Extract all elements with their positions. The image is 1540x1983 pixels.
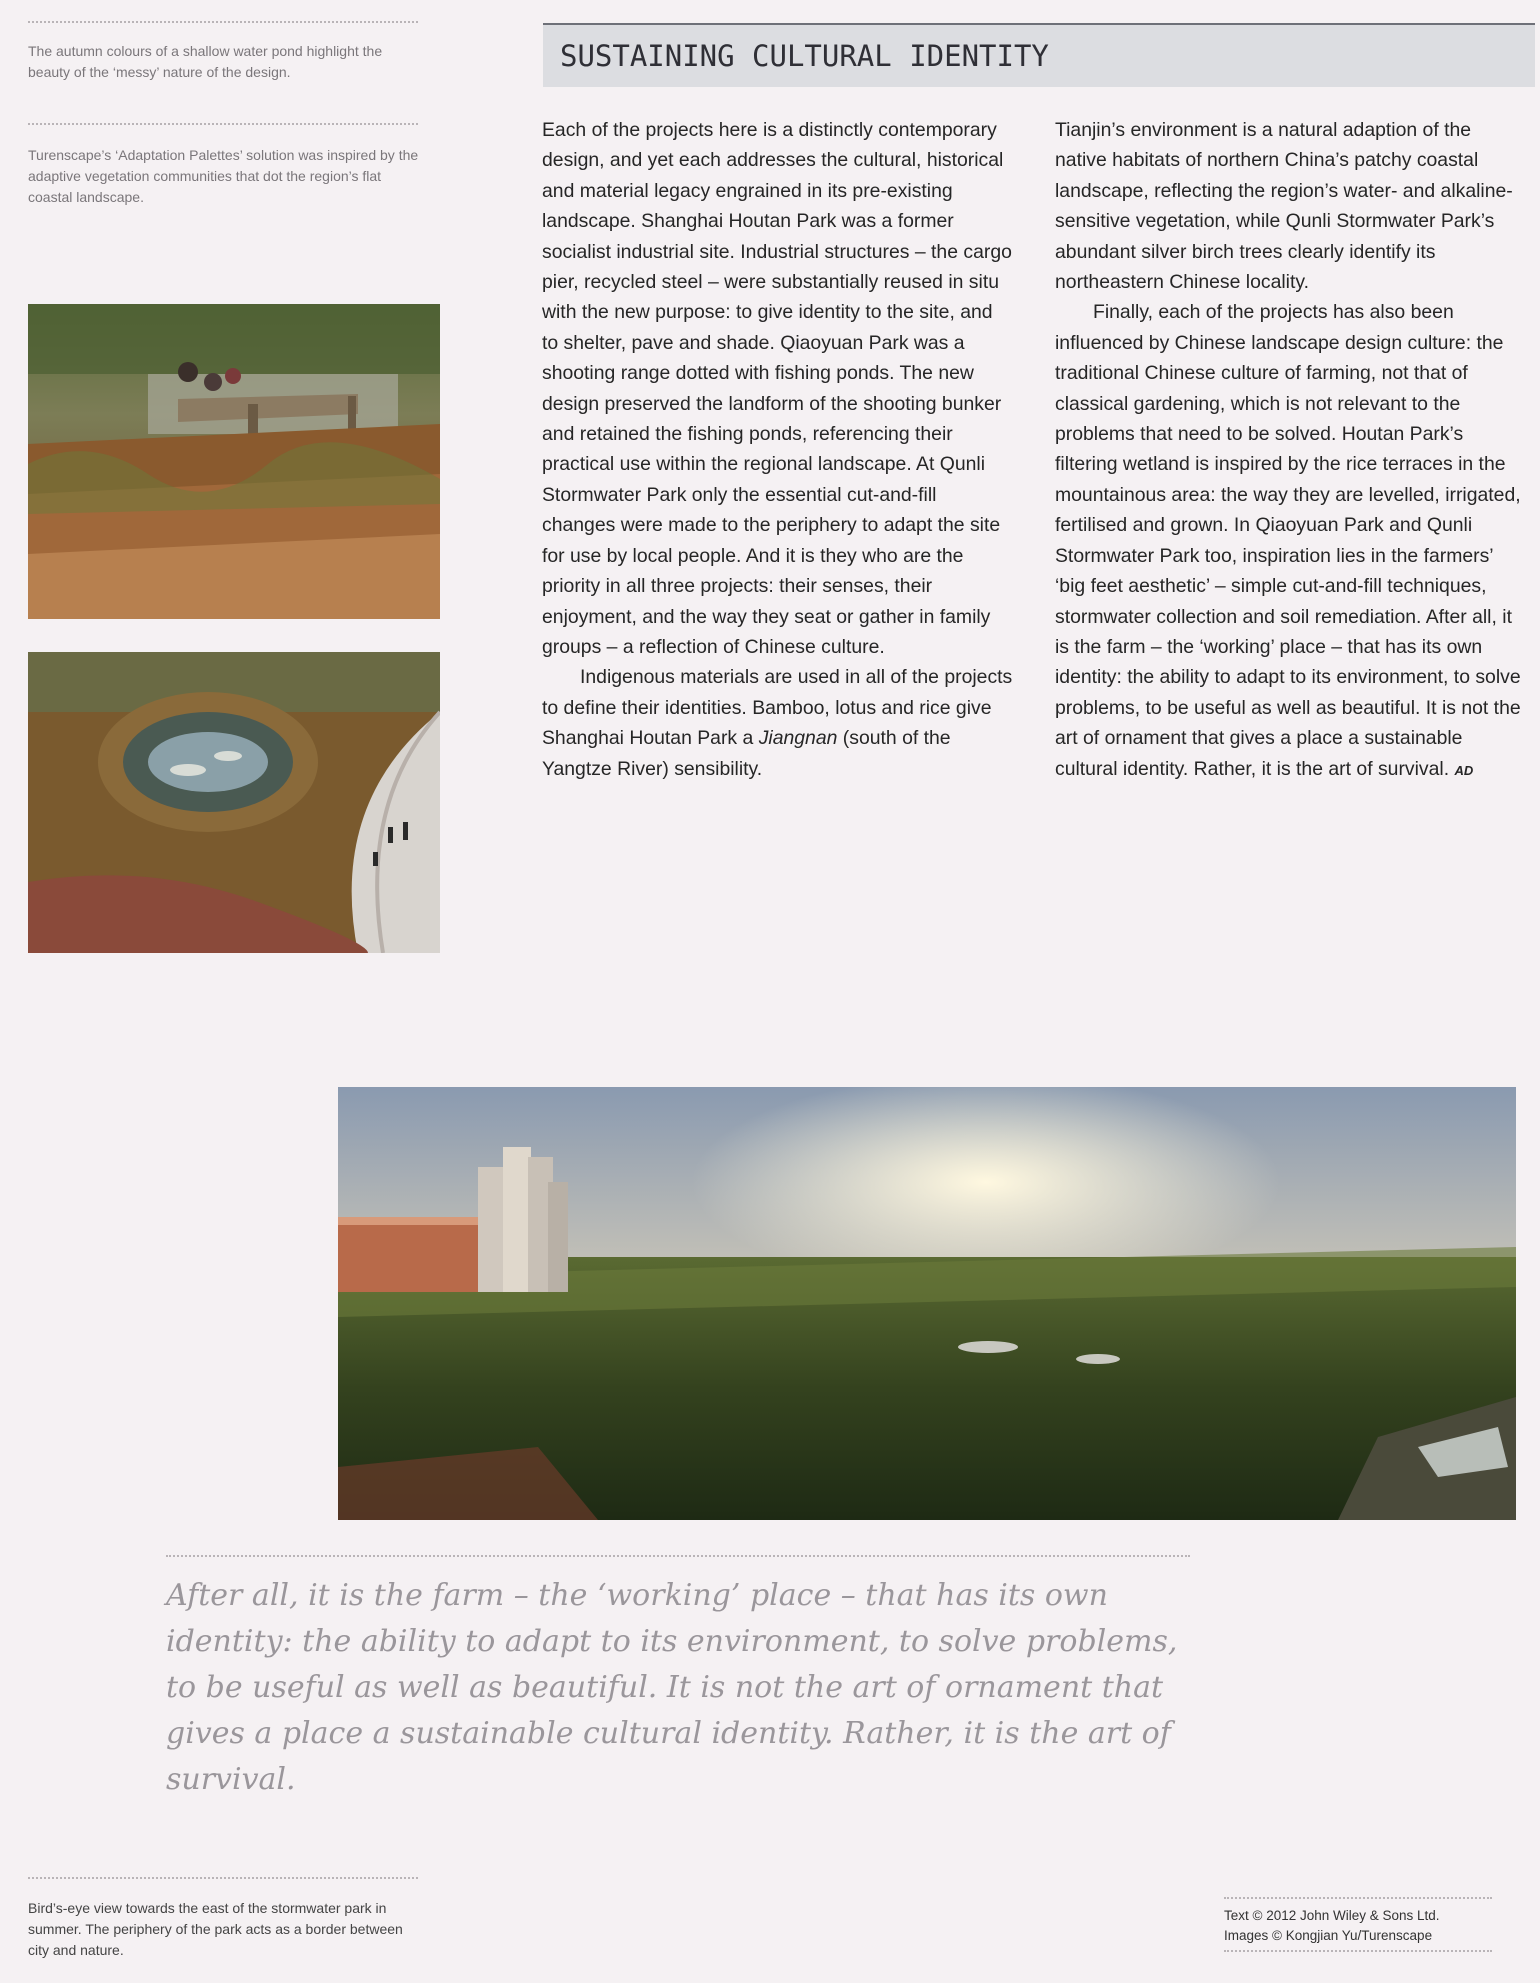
photo-birdseye-stormwater-park bbox=[338, 1087, 1516, 1520]
caption-divider-bottom bbox=[28, 1877, 418, 1879]
pull-quote: After all, it is the farm – the ‘working’ place – that has its own identity: the ability to adapt to its environment, to solve problems, to be useful as well as beautiful. It is not the art of ornament that gives a place a sustainable cultural identity. Rather, it is the art of survival. bbox=[166, 1578, 1178, 1797]
body-text: (south of the Yangtze River) sensibility. bbox=[542, 727, 951, 780]
caption-birdseye-view: Bird’s-eye view towards the east of the stormwater park in summer. The periphery of the park acts as a border between city and nature. bbox=[28, 1900, 403, 1958]
credit-text: Text © 2012 John Wiley & Sons Ltd. bbox=[1224, 1908, 1440, 1923]
section-heading: SUSTAINING CULTURAL IDENTITY bbox=[560, 39, 1049, 73]
section-heading-bar bbox=[543, 23, 1535, 87]
credits bbox=[1224, 1906, 1494, 1946]
credit-images: Images © Kongjian Yu/Turenscape bbox=[1224, 1928, 1433, 1943]
photo-aerial-pond-walkway bbox=[28, 652, 440, 953]
body-text: Indigenous materials are used in all of the projects to define their identities. Bamboo, lotus and rice give Shanghai Houtan Park a bbox=[542, 666, 1013, 750]
body-column-right bbox=[1055, 115, 1527, 786]
body-paragraph bbox=[542, 662, 1014, 784]
pull-quote-divider bbox=[166, 1555, 1190, 1557]
body-paragraph: Tianjin’s environment is a natural adaption of the native habitats of northern China’s patchy coastal landscape, reflecting the region’s water- and alkaline-sensitive vegetation, while Qunli Stormwater Park’s abundant silver birch trees clearly identify its northeastern Chinese locality. bbox=[1055, 119, 1513, 294]
caption-pond: The autumn colours of a shallow water pond highlight the beauty of the ‘messy’ nature of the design. bbox=[28, 43, 383, 80]
body-text: Finally, each of the projects has also been influenced by Chinese landscape design culture: the traditional Chinese culture of farming, not that of classical gardening, which is not relevant to the problems that need to be solved. Houtan Park’s filtering wetland is inspired by the rice terraces in the mountainous area: the way they are levelled, irrigated, fertilised and grown. In Qiaoyuan Park and Qunli Stormwater Park too, inspiration lies in the farmers’ ‘big feet aesthetic’ – simple cut-and-fill techniques, stormwater collection and soil remediation. After all, it is the farm – the ‘working’ place – that has its own identity: the ability to adapt to its environment, to solve problems, to be useful as well as beautiful. It is not the art of ornament that gives a place a sustainable cultural identity. Rather, it is the art of survival. bbox=[1055, 301, 1521, 780]
body-column-left bbox=[542, 115, 1014, 784]
end-mark: AD bbox=[1454, 762, 1474, 778]
credits-divider-top bbox=[1224, 1897, 1492, 1899]
caption-divider-middle bbox=[28, 123, 418, 125]
photo-autumn-pond bbox=[28, 304, 440, 619]
caption-divider-top bbox=[28, 21, 418, 23]
body-text-italic: Jiangnan bbox=[758, 727, 838, 750]
caption-adaptation-palettes: Turenscape’s ‘Adaptation Palettes’ solution was inspired by the adaptive vegetation communities that dot the region’s flat coastal landscape. bbox=[28, 147, 419, 205]
body-paragraph: Each of the projects here is a distinctly contemporary design, and yet each addresses the cultural, historical and material legacy engrained in its pre-existing landscape. Shanghai Houtan Park was a former socialist industrial site. Industrial structures – the cargo pier, recycled steel – were substantially reused in situ with the new purpose: to give identity to the site, and to shelter, pave and shade. Qiaoyuan Park was a shooting range dotted with fishing ponds. The new design preserved the landform of the shooting bunker and retained the fishing ponds, referencing their practical use within the regional landscape. At Qunli Stormwater Park only the essential cut-and-fill changes were made to the periphery to adapt the site for use by local people. And it is they who are the priority in all three projects: their senses, their enjoyment, and the way they seat or gather in family groups – a reflection of Chinese culture. bbox=[542, 119, 1012, 658]
credits-divider-bottom bbox=[1224, 1950, 1492, 1952]
body-paragraph bbox=[1055, 297, 1527, 786]
